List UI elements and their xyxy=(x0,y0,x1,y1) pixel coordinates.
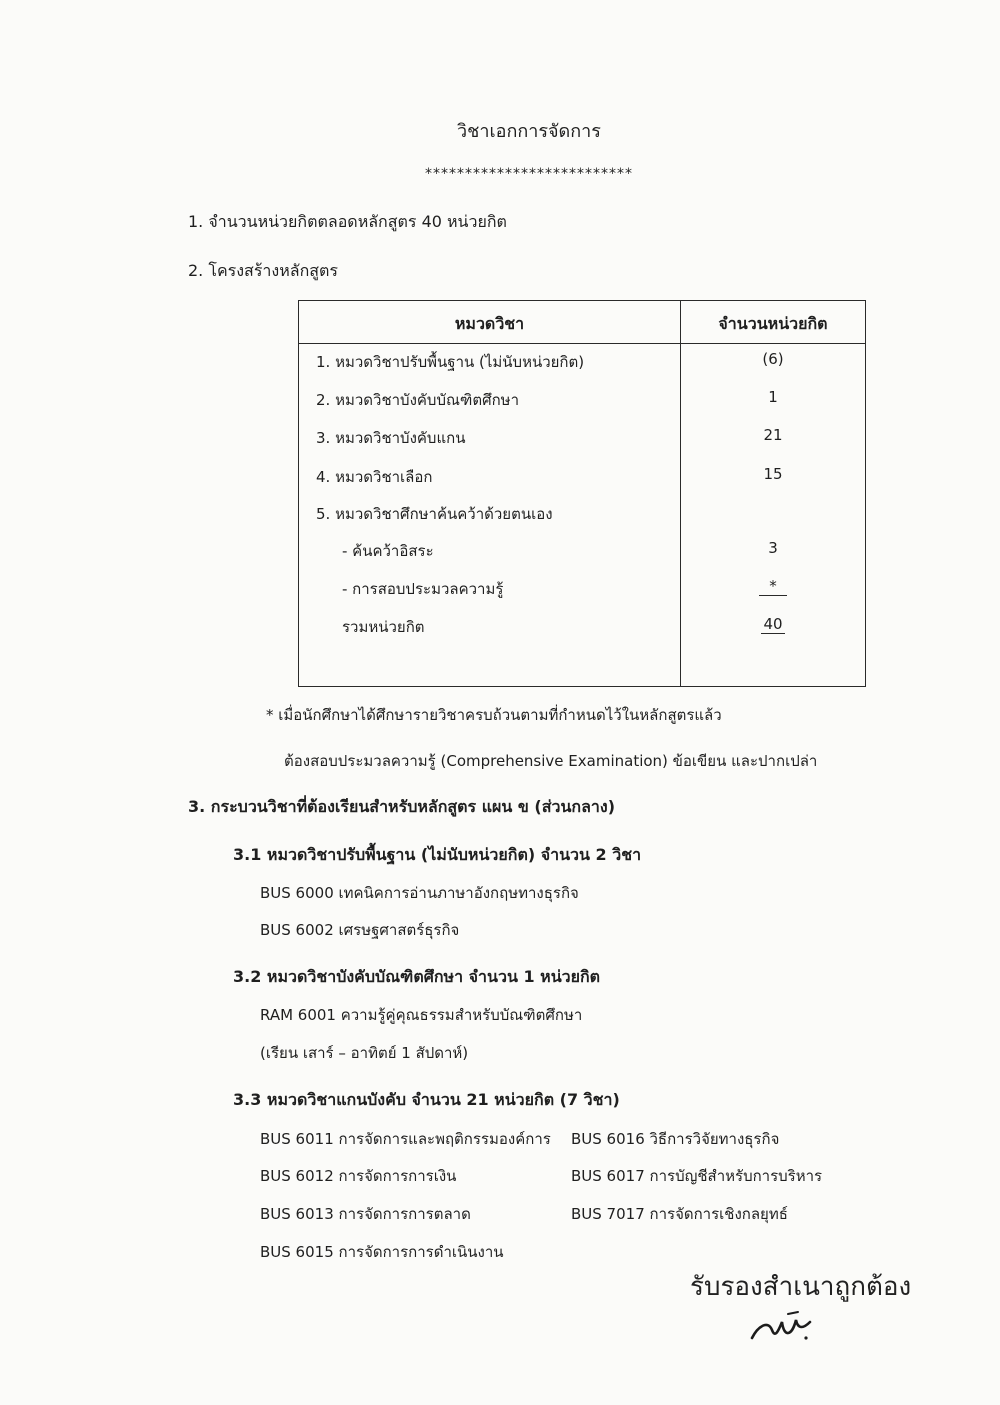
course-item: BUS 6015 การจัดการการดำเนินงาน xyxy=(260,1243,504,1261)
table-row-label: 3. หมวดวิชาบังคับแกน xyxy=(316,429,466,447)
footnote-line-1: * เมื่อนักศึกษาได้ศึกษารายวิชาครบถ้วนตามที่กำหนดไว้ในหลักสูตรแล้ว xyxy=(266,706,722,724)
total-credits-item: 1. จำนวนหน่วยกิตตลอดหลักสูตร 40 หน่วยกิต xyxy=(188,212,507,231)
course-note: (เรียน เสาร์ – อาทิตย์ 1 สัปดาห์) xyxy=(260,1044,469,1062)
table-row-label: 1. หมวดวิชาปรับพื้นฐาน (ไม่นับหน่วยกิต) xyxy=(316,353,585,371)
table-header-divider xyxy=(299,343,865,344)
table-row-label: 2. หมวดวิชาบังคับบัณฑิตศึกษา xyxy=(316,391,519,409)
section-3-2-heading: 3.2 หมวดวิชาบังคับบัณฑิตศึกษา จำนวน 1 หน่วยกิต xyxy=(233,967,601,986)
course-item: BUS 6000 เทคนิคการอ่านภาษาอังกฤษทางธุรกิจ xyxy=(260,884,579,902)
course-item: BUS 6013 การจัดการการตลาด xyxy=(260,1205,471,1223)
section-3-3-heading: 3.3 หมวดวิชาแกนบังคับ จำนวน 21 หน่วยกิต (7 วิชา) xyxy=(233,1090,620,1109)
curriculum-structure-item: 2. โครงสร้างหลักสูตร xyxy=(188,261,338,280)
table-row-value xyxy=(680,577,866,596)
course-item: BUS 6017 การบัญชีสำหรับการบริหาร xyxy=(571,1167,823,1185)
table-row-value: 3 xyxy=(768,539,778,557)
table-row-value: 21 xyxy=(763,426,783,444)
table-row-label: 4. หมวดวิชาเลือก xyxy=(316,468,433,486)
table-row-value: 1 xyxy=(768,388,778,406)
table-row-label: - การสอบประมวลความรู้ xyxy=(342,580,504,598)
section-3-heading: 3. กระบวนวิชาที่ต้องเรียนสำหรับหลักสูตร แผน ข (ส่วนกลาง) xyxy=(188,797,616,816)
page-title: วิชาเอกการจัดการ xyxy=(457,121,601,142)
certification-text: รับรองสำเนาถูกต้อง xyxy=(690,1272,912,1302)
exam-credit-value: * xyxy=(759,577,787,596)
table-row-value: (6) xyxy=(762,350,784,368)
total-value: 40 xyxy=(763,615,783,633)
table-row-value: 15 xyxy=(763,465,783,483)
section-3-1-heading: 3.1 หมวดวิชาปรับพื้นฐาน (ไม่นับหน่วยกิต) จำนวน 2 วิชา xyxy=(233,845,642,864)
course-item: BUS 7017 การจัดการเชิงกลยุทธ์ xyxy=(571,1205,788,1223)
total-label: รวมหน่วยกิต xyxy=(342,618,425,636)
course-item: BUS 6002 เศรษฐศาสตร์ธุรกิจ xyxy=(260,921,460,939)
course-item: BUS 6012 การจัดการการเงิน xyxy=(260,1167,457,1185)
course-item: BUS 6011 การจัดการและพฤติกรรมองค์การ xyxy=(260,1130,551,1148)
signature xyxy=(748,1308,818,1348)
table-row-label: - ค้นคว้าอิสระ xyxy=(342,542,434,560)
course-item: BUS 6016 วิธีการวิจัยทางธุรกิจ xyxy=(571,1130,780,1148)
footnote-line-2: ต้องสอบประมวลความรู้ (Comprehensive Examination) ข้อเขียน และปากเปล่า xyxy=(284,752,818,770)
course-item: RAM 6001 ความรู้คู่คุณธรรมสำหรับบัณฑิตศึกษา xyxy=(260,1006,583,1024)
table-header-category: หมวดวิชา xyxy=(454,314,525,333)
total-value-cell xyxy=(680,615,866,634)
credit-table xyxy=(298,300,866,687)
table-row-label: 5. หมวดวิชาศึกษาค้นคว้าด้วยตนเอง xyxy=(316,505,553,523)
separator-stars: ************************** xyxy=(425,166,633,182)
table-header-credits: จำนวนหน่วยกิต xyxy=(718,314,828,333)
